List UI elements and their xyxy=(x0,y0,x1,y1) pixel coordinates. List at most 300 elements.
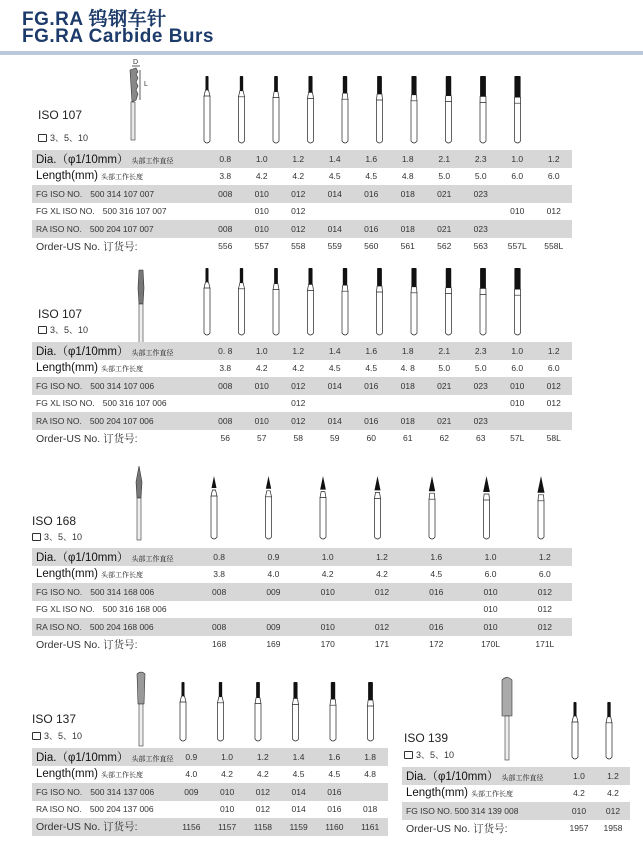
row-label-cn: 头部工作直径 xyxy=(131,349,174,357)
table-cell xyxy=(246,601,300,619)
table-cell: 016 xyxy=(353,220,390,238)
table-cell: 5.0 xyxy=(463,360,500,378)
bur-neck xyxy=(308,284,314,290)
table-cell xyxy=(499,220,536,238)
bur-head xyxy=(483,476,490,492)
table-cell xyxy=(463,395,500,413)
table-cell: 4.0 xyxy=(173,766,209,784)
table-cell: 010 xyxy=(301,618,355,636)
table-cell: 1958 xyxy=(596,820,630,838)
row-label-cn: 头部工作长度 xyxy=(471,791,513,799)
spec-row xyxy=(32,801,388,819)
iso-code: 500 204 168 006 xyxy=(89,621,154,632)
bur-illustration xyxy=(480,76,486,143)
table-cell: 4.2 xyxy=(244,360,281,378)
table-cell: 1.6 xyxy=(353,342,390,360)
table-cell: 009 xyxy=(246,583,300,601)
table-cell: 016 xyxy=(353,185,390,203)
bur-shank xyxy=(480,102,486,143)
bur-neck xyxy=(204,282,210,288)
bur-head xyxy=(377,268,382,286)
spec-row xyxy=(32,818,388,836)
table-cell xyxy=(536,220,573,238)
iso-code: 500 204 107 007 xyxy=(89,223,154,234)
table-cell: 012 xyxy=(280,377,317,395)
bur-shank xyxy=(204,96,210,143)
bur-shank xyxy=(538,501,544,539)
bur-shank xyxy=(204,288,210,335)
table-cell: 3.8 xyxy=(207,360,244,378)
table-cell: 1161 xyxy=(352,818,388,836)
table-cell: 58 xyxy=(280,430,317,448)
table-cell xyxy=(317,395,354,413)
spec-table xyxy=(402,767,630,837)
table-cell: 559 xyxy=(317,238,354,256)
row-label-cn: 头部工作长度 xyxy=(101,366,143,374)
bur-illustrations xyxy=(0,266,643,346)
bur-shank xyxy=(411,101,417,143)
bur-neck xyxy=(377,286,383,292)
bur-illustration xyxy=(480,268,486,335)
bur-neck xyxy=(538,495,544,501)
bur-neck xyxy=(429,493,435,499)
bur-illustration xyxy=(537,476,544,539)
bur-head xyxy=(537,476,544,493)
table-cell: 021 xyxy=(426,377,463,395)
table-cell: 4.5 xyxy=(353,168,390,186)
iso-label: ISO 107 xyxy=(38,307,83,321)
table-cell: 2.1 xyxy=(426,342,463,360)
table-cell: 012 xyxy=(280,412,317,430)
bur-head xyxy=(514,268,520,289)
bur-neck xyxy=(480,96,486,102)
package-sizes: 3、5、10 xyxy=(404,748,454,761)
spec-table xyxy=(32,150,572,255)
table-cell: 009 xyxy=(246,618,300,636)
table-cell: 010 xyxy=(463,618,517,636)
bur-neck xyxy=(320,492,326,498)
table-cell: 010 xyxy=(244,220,281,238)
table-cell: 5.0 xyxy=(426,360,463,378)
bur-illustration xyxy=(514,76,520,143)
table-cell: 016 xyxy=(353,377,390,395)
row-label: Dia.（φ1/10mm） 头部工作直径 xyxy=(32,150,207,168)
row-label: Length(mm) 头部工作长度 xyxy=(32,168,207,186)
iso-label: ISO 168 xyxy=(32,514,77,528)
table-cell: 1.0 xyxy=(209,748,245,766)
spec-row xyxy=(32,377,572,395)
row-label: Length(mm) 头部工作长度 xyxy=(402,785,562,803)
iso-label: ISO 137 xyxy=(32,712,77,726)
table-cell: 556 xyxy=(207,238,244,256)
iso-code: 500 204 137 006 xyxy=(89,804,154,815)
table-cell: 014 xyxy=(317,185,354,203)
header-divider xyxy=(0,51,643,55)
table-cell: 1.8 xyxy=(352,748,388,766)
table-cell: 4.0 xyxy=(246,566,300,584)
bur-illustration xyxy=(204,268,210,335)
bur-neck xyxy=(606,717,612,723)
bur-illustration xyxy=(374,476,380,539)
table-cell: 2.3 xyxy=(463,150,500,168)
spec-row xyxy=(402,820,630,838)
bur-illustrations xyxy=(0,474,643,554)
row-label: Dia.（φ1/10mm） 头部工作直径 xyxy=(402,767,562,785)
bur-shank xyxy=(308,290,314,335)
bur-neck xyxy=(308,92,314,98)
bur-head xyxy=(308,268,312,284)
bur-shank xyxy=(515,103,521,143)
spec-row xyxy=(32,168,572,186)
row-label: Length(mm) 头部工作长度 xyxy=(32,566,192,584)
table-cell: 023 xyxy=(463,220,500,238)
iso-code: 500 314 168 006 xyxy=(90,586,155,597)
table-cell: 4.2 xyxy=(244,168,281,186)
table-cell: 012 xyxy=(518,618,572,636)
table-cell: 6.0 xyxy=(518,566,572,584)
table-cell: 558L xyxy=(536,238,573,256)
table-cell: 1157 xyxy=(209,818,245,836)
iso-code: 500 204 107 006 xyxy=(89,415,154,426)
table-cell xyxy=(499,185,536,203)
spec-row xyxy=(402,802,630,820)
table-cell: 023 xyxy=(463,412,500,430)
bur-shank xyxy=(572,722,578,759)
table-cell: 170L xyxy=(463,636,517,654)
bur-head xyxy=(308,76,312,92)
table-cell: 012 xyxy=(518,583,572,601)
bur-head xyxy=(320,476,326,490)
bur-illustration xyxy=(273,76,279,143)
table-cell: 023 xyxy=(463,377,500,395)
row-label: RA ISO NO. 500 204 107 006 xyxy=(32,412,207,430)
table-cell: 012 xyxy=(518,601,572,619)
bur-illustration xyxy=(606,702,612,759)
table-cell: 0.9 xyxy=(246,548,300,566)
table-cell: 016 xyxy=(316,801,352,819)
table-cell: 012 xyxy=(280,220,317,238)
table-cell: 1.2 xyxy=(280,342,317,360)
table-cell: 1.6 xyxy=(316,748,352,766)
table-cell: 012 xyxy=(536,395,573,413)
bur-head xyxy=(219,682,222,697)
bur-neck xyxy=(204,90,210,96)
row-label: Order-US No. 订货号: xyxy=(32,636,192,654)
bur-neck xyxy=(411,287,417,293)
table-cell: 1957 xyxy=(562,820,596,838)
spec-row xyxy=(402,785,630,803)
table-cell: 4.2 xyxy=(245,766,281,784)
table-cell: 012 xyxy=(280,185,317,203)
table-cell: 168 xyxy=(192,636,246,654)
table-cell: 558 xyxy=(280,238,317,256)
row-label: Order-US No. 订货号: xyxy=(32,818,173,836)
table-cell: 5.0 xyxy=(426,168,463,186)
bur-shank xyxy=(377,292,383,335)
table-cell: 56 xyxy=(207,430,244,448)
table-cell: 1159 xyxy=(281,818,317,836)
spec-row xyxy=(32,783,388,801)
table-cell: 014 xyxy=(317,377,354,395)
spec-row xyxy=(32,220,572,238)
bur-illustration xyxy=(239,76,245,143)
bur-head xyxy=(212,476,217,488)
table-cell: 6.0 xyxy=(499,360,536,378)
table-cell: 4.2 xyxy=(280,360,317,378)
table-cell xyxy=(390,395,427,413)
row-label: FG XL ISO NO. 500 316 107 006 xyxy=(32,395,207,413)
bur-neck xyxy=(377,94,383,100)
table-cell: 1.0 xyxy=(244,150,281,168)
table-cell: 6.0 xyxy=(536,168,573,186)
spec-row xyxy=(32,636,572,654)
bur-head xyxy=(368,682,373,700)
row-label-cn: 头部工作长度 xyxy=(101,572,143,580)
row-label: FG ISO NO. 500 314 107 006 xyxy=(32,377,207,395)
table-cell: 008 xyxy=(207,185,244,203)
bur-neck xyxy=(484,494,490,500)
bur-neck xyxy=(239,91,245,97)
table-cell: 010 xyxy=(209,783,245,801)
bur-shank xyxy=(429,499,435,539)
table-cell xyxy=(317,203,354,221)
bur-illustration xyxy=(342,76,348,143)
spec-table xyxy=(32,548,572,653)
table-cell: 4.5 xyxy=(316,766,352,784)
bur-shank xyxy=(342,291,348,335)
bur-illustration xyxy=(273,268,279,335)
diagram-label-l: L xyxy=(144,81,148,88)
bur-head xyxy=(343,268,347,285)
table-cell: 62 xyxy=(426,430,463,448)
row-label: Dia.（φ1/10mm） 头部工作直径 xyxy=(32,748,173,766)
table-cell: 58L xyxy=(536,430,573,448)
table-cell: 4.5 xyxy=(317,360,354,378)
table-cell: 4.5 xyxy=(353,360,390,378)
iso-label: ISO 139 xyxy=(404,731,449,745)
table-cell: 57 xyxy=(244,430,281,448)
package-sizes: 3、5、10 xyxy=(32,530,82,543)
table-cell: 1.4 xyxy=(317,150,354,168)
table-cell xyxy=(207,203,244,221)
spec-row xyxy=(402,767,630,785)
table-cell: 012 xyxy=(355,583,409,601)
row-label: Dia.（φ1/10mm） 头部工作直径 xyxy=(32,548,192,566)
table-cell: 1.4 xyxy=(281,748,317,766)
table-cell: 0.9 xyxy=(173,748,209,766)
table-cell: 012 xyxy=(245,801,281,819)
table-cell: 010 xyxy=(209,801,245,819)
row-label-cn: 头部工作直径 xyxy=(501,774,544,782)
table-cell: 59 xyxy=(317,430,354,448)
table-cell: 2.3 xyxy=(463,342,500,360)
table-cell: 557 xyxy=(244,238,281,256)
spec-row xyxy=(32,618,572,636)
bur-neck xyxy=(514,289,520,295)
table-cell: 012 xyxy=(536,203,573,221)
bur-shank xyxy=(273,98,279,143)
bur-illustration xyxy=(308,76,314,143)
table-cell: 4.2 xyxy=(209,766,245,784)
row-label: FG XL ISO NO. 500 316 107 007 xyxy=(32,203,207,221)
table-cell: 016 xyxy=(353,412,390,430)
table-cell: 6.0 xyxy=(536,360,573,378)
table-cell: 014 xyxy=(317,412,354,430)
row-label-cn: 头部工作长度 xyxy=(101,174,143,182)
row-label: FG ISO NO. 500 314 107 007 xyxy=(32,185,207,203)
table-cell xyxy=(463,203,500,221)
table-cell: 4.2 xyxy=(596,785,630,803)
table-cell: 021 xyxy=(426,185,463,203)
bur-neck xyxy=(273,92,279,98)
bur-head xyxy=(256,682,260,698)
bur-illustration xyxy=(411,76,417,143)
table-cell: 63 xyxy=(463,430,500,448)
table-cell: 008 xyxy=(207,412,244,430)
bur-illustration xyxy=(308,268,314,335)
table-cell: 016 xyxy=(316,783,352,801)
diagram-label-d: D xyxy=(133,59,139,66)
bur-head xyxy=(274,76,278,92)
table-cell: 023 xyxy=(463,185,500,203)
table-cell: 012 xyxy=(536,377,573,395)
table-cell: 4.2 xyxy=(301,566,355,584)
table-cell: 010 xyxy=(244,377,281,395)
table-cell xyxy=(426,395,463,413)
bur-neck xyxy=(342,93,348,99)
bur-neck xyxy=(446,288,452,294)
bur-head xyxy=(514,76,520,97)
table-cell: 562 xyxy=(426,238,463,256)
table-cell: 561 xyxy=(390,238,427,256)
table-cell: 008 xyxy=(207,220,244,238)
table-cell: 016 xyxy=(409,618,463,636)
table-cell xyxy=(207,395,244,413)
row-label: FG ISO NO. 500 314 168 006 xyxy=(32,583,192,601)
row-label: RA ISO NO. 500 204 168 006 xyxy=(32,618,192,636)
table-cell xyxy=(173,801,209,819)
row-label: FG XL ISO NO. 500 316 168 006 xyxy=(32,601,192,619)
bur-illustration xyxy=(211,476,217,539)
bur-shank xyxy=(308,98,314,143)
bur-head xyxy=(240,268,243,283)
table-cell: 3.8 xyxy=(207,168,244,186)
table-cell: 018 xyxy=(390,377,427,395)
table-cell: 6.0 xyxy=(499,168,536,186)
bur-shank xyxy=(484,500,490,539)
table-cell: 4. 8 xyxy=(390,360,427,378)
spec-row xyxy=(32,342,572,360)
bur-illustration xyxy=(446,268,452,335)
bur-head xyxy=(446,268,451,288)
table-cell: 008 xyxy=(192,618,246,636)
bur-illustration xyxy=(429,476,435,539)
table-cell: 4.2 xyxy=(280,168,317,186)
bur-shank xyxy=(266,497,272,539)
table-cell xyxy=(353,395,390,413)
table-cell: 1156 xyxy=(173,818,209,836)
table-cell: 1.0 xyxy=(244,342,281,360)
bur-illustration xyxy=(483,476,490,539)
bur-head xyxy=(293,682,297,698)
bur-neck xyxy=(514,97,520,103)
table-cell: 0. 8 xyxy=(207,342,244,360)
bur-neck xyxy=(211,490,217,496)
table-cell xyxy=(499,412,536,430)
bur-shank xyxy=(606,723,612,759)
table-cell: 4.8 xyxy=(352,766,388,784)
table-cell: 010 xyxy=(499,377,536,395)
table-cell: 2.1 xyxy=(426,150,463,168)
table-cell xyxy=(353,203,390,221)
table-cell: 009 xyxy=(173,783,209,801)
spec-row xyxy=(32,583,572,601)
bur-neck xyxy=(446,96,452,102)
table-cell: 172 xyxy=(409,636,463,654)
table-cell: 4.5 xyxy=(317,168,354,186)
bur-shank xyxy=(377,100,383,143)
table-cell: 1.2 xyxy=(536,342,573,360)
table-cell: 1160 xyxy=(316,818,352,836)
table-cell xyxy=(426,203,463,221)
row-label-cn: 头部工作长度 xyxy=(101,772,143,780)
table-cell: 010 xyxy=(244,185,281,203)
iso-code: 500 314 107 007 xyxy=(90,188,155,199)
table-cell: 016 xyxy=(409,583,463,601)
table-cell: 014 xyxy=(317,220,354,238)
table-cell: 1.8 xyxy=(390,342,427,360)
bur-shank xyxy=(515,295,521,335)
bur-shank xyxy=(342,99,348,143)
bur-head xyxy=(574,702,577,716)
bur-shank xyxy=(411,293,417,335)
bur-head xyxy=(274,268,278,284)
table-cell: 1.2 xyxy=(536,150,573,168)
spec-table xyxy=(32,342,572,447)
spec-row xyxy=(32,395,572,413)
bur-head xyxy=(480,268,486,288)
package-sizes: 3、5、10 xyxy=(38,131,88,144)
spec-row xyxy=(32,185,572,203)
table-cell: 0.8 xyxy=(207,150,244,168)
table-cell xyxy=(390,203,427,221)
bur-head xyxy=(206,76,209,90)
table-cell: 1.0 xyxy=(562,767,596,785)
table-cell: 557L xyxy=(499,238,536,256)
table-cell: 4.8 xyxy=(390,168,427,186)
table-cell: 170 xyxy=(301,636,355,654)
table-cell: 018 xyxy=(390,220,427,238)
bur-neck xyxy=(480,288,486,294)
table-cell: 018 xyxy=(352,801,388,819)
table-cell: 008 xyxy=(207,377,244,395)
table-cell: 1.2 xyxy=(355,548,409,566)
iso-code: 500 314 107 006 xyxy=(90,380,155,391)
bur-illustration xyxy=(266,476,272,539)
spec-row xyxy=(32,360,572,378)
bur-shank xyxy=(320,498,326,539)
table-cell: 012 xyxy=(355,618,409,636)
row-label-cn: 头部工作直径 xyxy=(131,157,174,165)
table-cell: 021 xyxy=(426,220,463,238)
table-cell: 6.0 xyxy=(463,566,517,584)
table-cell: 014 xyxy=(281,783,317,801)
spec-row xyxy=(32,430,572,448)
bur-head xyxy=(446,76,451,96)
spec-row xyxy=(32,566,572,584)
table-cell: 1.6 xyxy=(353,150,390,168)
table-cell: 021 xyxy=(426,412,463,430)
